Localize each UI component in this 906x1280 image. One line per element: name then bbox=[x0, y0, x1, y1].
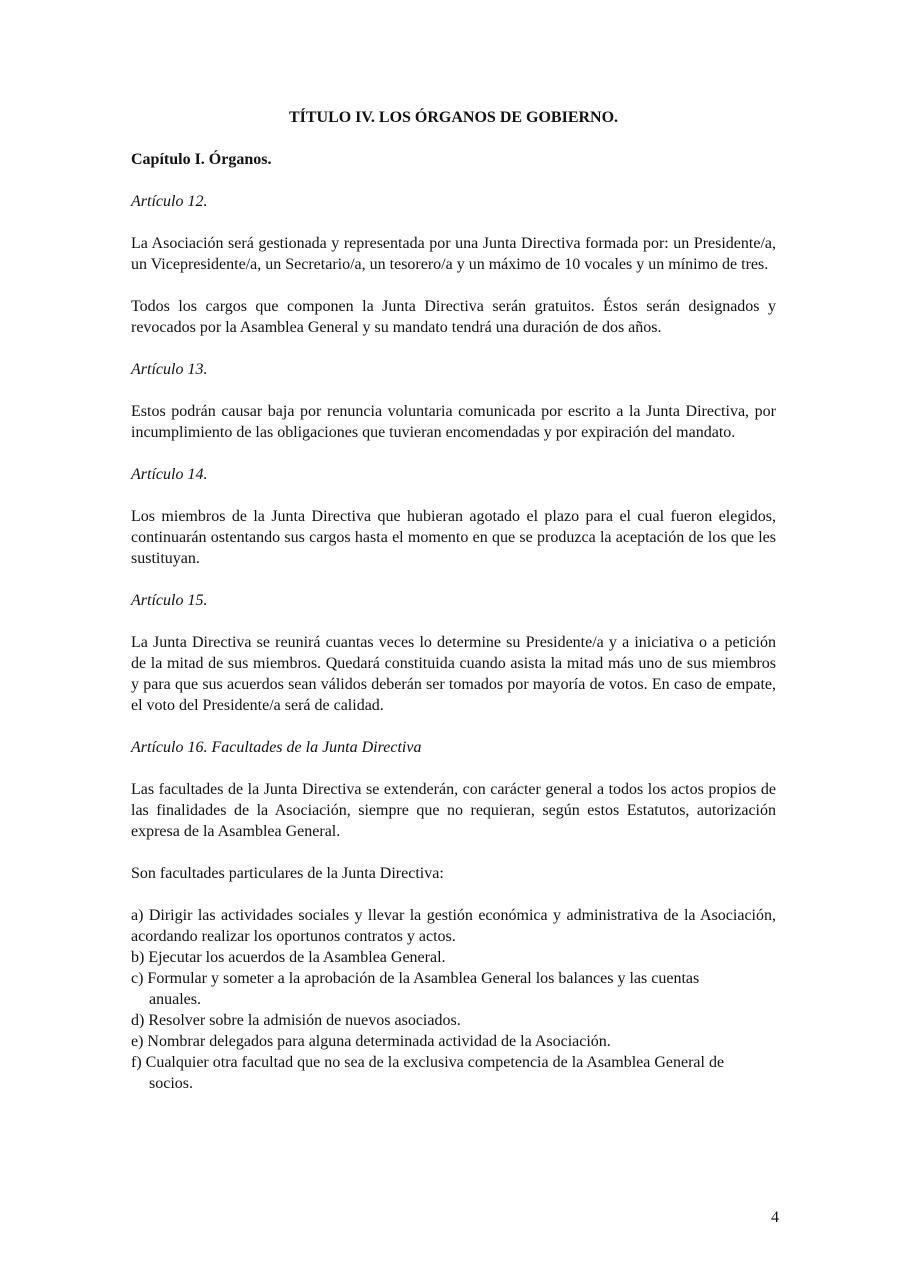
article-14-paragraph-1: Los miembros de la Junta Directiva que hubieran agotado el plazo para el cual fueron elegidos, continuarán ostentando sus cargos hasta el momento en que se produzca la aceptación de los que les sustituyan. bbox=[131, 508, 776, 567]
article-12-paragraph-1: La Asociación será gestionada y representada por una Junta Directiva formada por: un Presidente/a, un Vicepresidente/a, un Secretario/a, un tesorero/a y un máximo de 10 vocales y un mínimo de tres. bbox=[131, 235, 776, 273]
article-12-paragraph-2: Todos los cargos que componen la Junta Directiva serán gratuitos. Éstos serán designados y revocados por la Asamblea General y su mandato tendrá una duración de dos años. bbox=[131, 298, 776, 336]
chapter-heading: Capítulo I. Órganos. bbox=[131, 151, 272, 168]
article-16-paragraph-1: Las facultades de la Junta Directiva se extenderán, con carácter general a todos los actos propios de las finalidades de la Asociación, siempre que no requieran, según estos Estatutos, autorización expresa de la Asamblea General. bbox=[131, 781, 776, 840]
faculties-list bbox=[131, 905, 776, 1094]
page-number: 4 bbox=[771, 1209, 779, 1226]
article-13-heading: Artículo 13. bbox=[131, 361, 208, 378]
article-12-heading: Artículo 12. bbox=[131, 193, 208, 210]
article-15-paragraph-1: La Junta Directiva se reunirá cuantas veces lo determine su Presidente/a y a iniciativa o a petición de la mitad de sus miembros. Quedará constituida cuando asista la mitad más uno de sus miembros y para que sus acuerdos sean válidos deberán ser tomados por mayoría de votos. En caso de empate, el voto del Presidente/a será de calidad. bbox=[131, 634, 776, 714]
article-16-paragraph-2: Son facultades particulares de la Junta Directiva: bbox=[131, 865, 444, 882]
list-item-f: f) Cualquier otra facultad que no sea de la exclusiva competencia de la Asamblea General de socios. bbox=[131, 1054, 725, 1092]
list-item-a: a) Dirigir las actividades sociales y llevar la gestión económica y administrativa de la Asociación, acordando realizar los oportunos contratos y actos. bbox=[131, 907, 776, 945]
list-item-d: d) Resolver sobre la admisión de nuevos asociados. bbox=[131, 1012, 461, 1029]
list-item-e: e) Nombrar delegados para alguna determinada actividad de la Asociación. bbox=[131, 1033, 611, 1050]
list-item-c: c) Formular y someter a la aprobación de la Asamblea General los balances y las cuentas anuales. bbox=[131, 970, 700, 1008]
article-14-heading: Artículo 14. bbox=[131, 466, 208, 483]
list-item-b: b) Ejecutar los acuerdos de la Asamblea General. bbox=[131, 949, 446, 966]
article-15-heading: Artículo 15. bbox=[131, 592, 208, 609]
document-page bbox=[131, 107, 776, 1094]
article-16-heading: Artículo 16. Facultades de la Junta Directiva bbox=[131, 739, 422, 756]
article-13-paragraph-1: Estos podrán causar baja por renuncia voluntaria comunicada por escrito a la Junta Directiva, por incumplimiento de las obligaciones que tuvieran encomendadas y por expiración del mandato. bbox=[131, 403, 776, 441]
section-title: TÍTULO IV. LOS ÓRGANOS DE GOBIERNO. bbox=[288, 109, 619, 126]
